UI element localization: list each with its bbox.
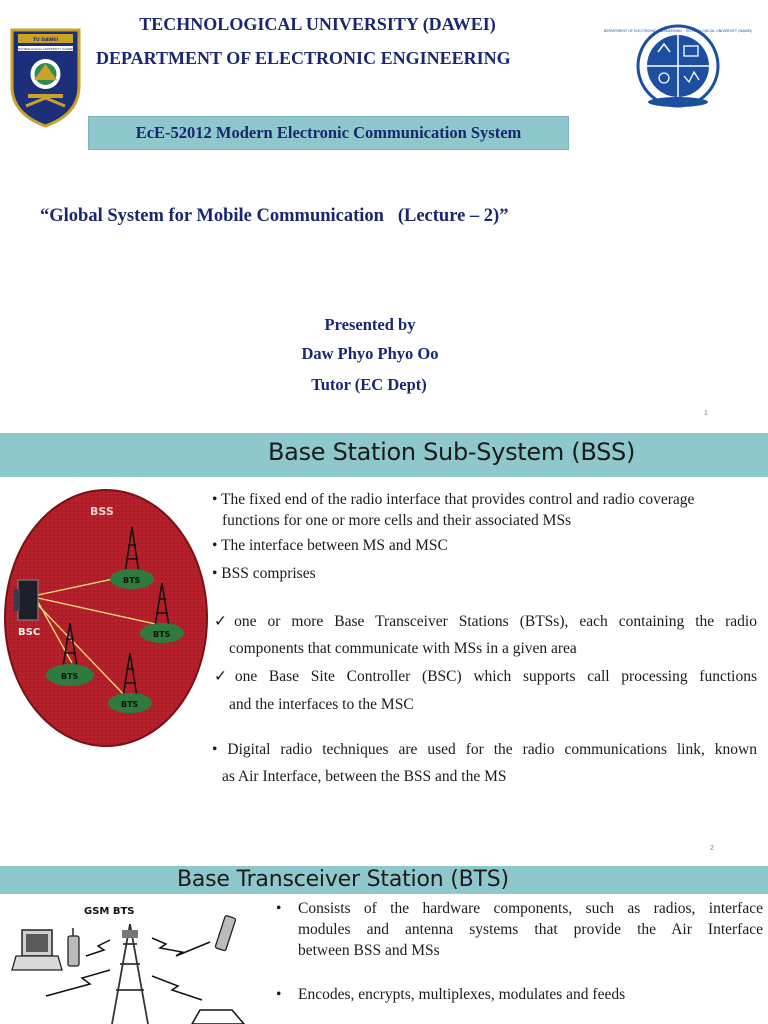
course-code-banner: EcE-52012 Modern Electronic Communication System bbox=[88, 116, 569, 150]
svg-text:TU DAWEI: TU DAWEI bbox=[32, 38, 59, 43]
presented-by-label: Presented by bbox=[324, 315, 416, 334]
bts-bullet-1-line-3: between BSS and MSs bbox=[298, 942, 440, 959]
slide-title-bar bbox=[0, 866, 768, 894]
slide-bts bbox=[0, 866, 768, 1024]
bts-bullet-1-line-2: modules and antenna systems that provide the Air Interface bbox=[298, 921, 763, 938]
bss-diagram bbox=[0, 485, 210, 757]
bss-bullet-4-line-1: • Digital radio techniques are used for the radio communications link, known bbox=[212, 741, 757, 758]
svg-text:TECHNOLOGICAL UNIVERSITY (DAWE: TECHNOLOGICAL UNIVERSITY (DAWEI) bbox=[16, 47, 75, 51]
svg-text:BTS: BTS bbox=[121, 700, 139, 709]
slide-bss bbox=[0, 433, 768, 863]
bts-bullet-1-marker: • bbox=[276, 900, 282, 917]
university-crest-logo bbox=[8, 26, 83, 128]
bss-bullet-1-line-1: • The fixed end of the radio interface that provides control and radio coverage bbox=[212, 491, 695, 508]
bts-bullet-2-marker: • bbox=[276, 986, 282, 1003]
svg-text:BSC: BSC bbox=[18, 627, 41, 638]
svg-text:DEPARTMENT OF ELECTRONIC ENGIN: DEPARTMENT OF ELECTRONIC ENGINEERING · TECHNOLOGICAL UNIVERSITY (DAWEI) bbox=[603, 29, 753, 33]
presenter-role: Tutor (EC Dept) bbox=[311, 375, 427, 394]
slide-title: Base Station Sub-System (BSS) bbox=[268, 438, 636, 466]
bss-bullet-3: • BSS comprises bbox=[212, 565, 316, 582]
bss-check-2-line-1: ✓one Base Site Controller (BSC) which supports call processing functions bbox=[214, 668, 757, 685]
lecture-title: “Global System for Mobile Communication (Lecture – 2)” bbox=[40, 206, 509, 226]
page-number: 2 bbox=[710, 845, 714, 852]
bss-check-2-line-2: and the interfaces to the MSC bbox=[229, 696, 414, 713]
bss-check-1-line-2: components that communicate with MSs in a given area bbox=[229, 640, 577, 657]
slide-title: Base Transceiver Station (BTS) bbox=[177, 867, 509, 892]
svg-text:BSS: BSS bbox=[90, 505, 114, 518]
page-number: 1 bbox=[704, 410, 708, 417]
bss-bullet-1-line-2: functions for one or more cells and their associated MSs bbox=[222, 512, 572, 529]
slide-title bbox=[0, 0, 768, 430]
bts-bullet-2: Encodes, encrypts, multiplexes, modulates and feeds bbox=[298, 986, 626, 1003]
department-emblem-logo bbox=[603, 22, 753, 110]
university-name: TECHNOLOGICAL UNIVERSITY (DAWEI) bbox=[139, 14, 496, 34]
bss-check-1-line-1: ✓one or more Base Transceiver Stations (BTSs), each containing the radio bbox=[214, 613, 757, 630]
svg-text:GSM BTS: GSM BTS bbox=[84, 906, 135, 917]
svg-text:BTS: BTS bbox=[123, 576, 141, 585]
department-name: DEPARTMENT OF ELECTRONIC ENGINEERING bbox=[96, 48, 511, 68]
bss-bullet-2: • The interface between MS and MSC bbox=[212, 537, 448, 554]
bts-diagram bbox=[6, 900, 256, 1024]
presenter-name: Daw Phyo Phyo Oo bbox=[301, 344, 439, 363]
svg-text:BTS: BTS bbox=[61, 672, 79, 681]
bts-bullet-1-line-1: Consists of the hardware components, such as radios, interface bbox=[298, 900, 763, 917]
svg-text:BTS: BTS bbox=[153, 630, 171, 639]
bss-bullet-4-line-2: as Air Interface, between the BSS and the MS bbox=[222, 768, 507, 785]
slide-title-bar bbox=[0, 433, 768, 477]
